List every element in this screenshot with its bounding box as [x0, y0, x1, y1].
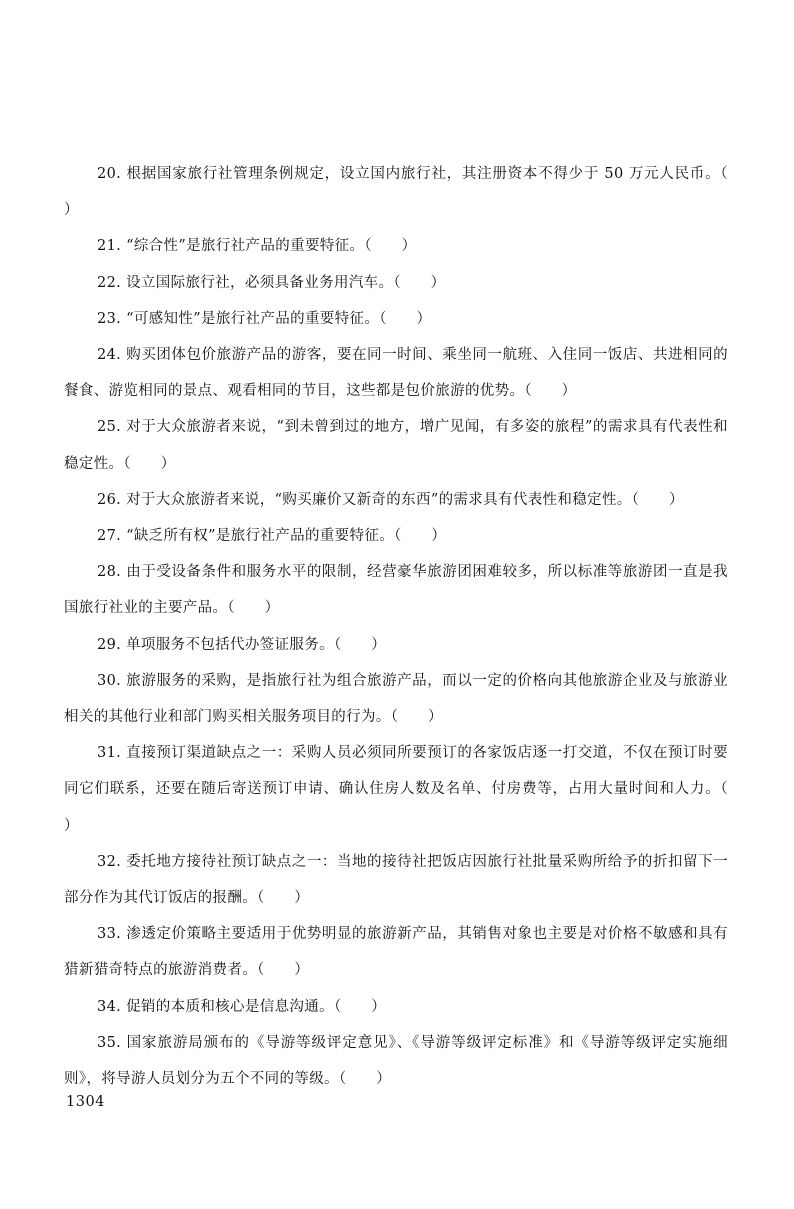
page-number: 1304 [66, 1094, 105, 1110]
question-33: 33. 渗透定价策略主要适用于优势明显的旅游新产品，其销售对象也主要是对价格不敏感和具有猎新猎奇特点的旅游消费者。（ ） [64, 926, 728, 979]
question-28: 28. 由于受设备条件和服务水平的限制，经营豪华旅游团困难较多，所以标准等旅游团一直是我国旅行社业的主要产品。（ ） [64, 564, 728, 617]
question-22: 22. 设立国际旅行社，必须具备业务用汽车。（ ） [97, 274, 446, 291]
question-24: 24. 购买团体包价旅游产品的游客，要在同一时间、乘坐同一航班、入住同一饭店、共进相同的餐食、游览相同的景点、观看相同的节目，这些都是包价旅游的优势。（ ） [64, 347, 728, 400]
question-34: 34. 促销的本质和核心是信息沟通。（ ） [97, 998, 387, 1015]
question-26: 26. 对于大众旅游者来说，“购买廉价又新奇的东西”的需求具有代表性和稳定性。（ ） [97, 491, 684, 508]
question-27: 27. “缺乏所有权”是旅行社产品的重要特征。（ ） [97, 528, 447, 545]
question-list [64, 156, 758, 1097]
question-23: 23. “可感知性”是旅行社产品的重要特征。（ ） [97, 310, 432, 327]
question-21: 21. “综合性”是旅行社产品的重要特征。（ ） [97, 238, 417, 255]
question-35: 35. 国家旅游局颁布的《导游等级评定意见》、《导游等级评定标准》和《导游等级评定实施细则》，将导游人员划分为五个不同的等级。（ ） [64, 1034, 728, 1088]
question-30: 30. 旅游服务的采购，是指旅行社为组合旅游产品，而以一定的价格向其他旅游企业及与旅游业相关的其他行业和部门购买相关服务项目的行为。（ ） [64, 672, 728, 726]
question-29: 29. 单项服务不包括代办签证服务。（ ） [97, 636, 387, 653]
question-25: 25. 对于大众旅游者来说，“到未曾到过的地方，增广见闻，有多姿的旅程”的需求具有代表性和稳定性。（ ） [64, 419, 728, 472]
question-20: 20. 根据国家旅行社管理条例规定，设立国内旅行社，其注册资本不得少于 50 万元人民币。（ ） [64, 166, 758, 219]
question-32: 32. 委托地方接待社预订缺点之一：当地的接待社把饭店因旅行社批量采购所给予的折扣留下一部分作为其代订饭店的报酬。（ ） [64, 853, 728, 907]
question-31: 31. 直接预订渠道缺点之一：采购人员必须同所要预订的各家饭店逐一打交道，不仅在预订时要同它们联系，还要在随后寄送预订申请、确认住房人数及名单、付房费等，占用大量时间和人力。（ ） [64, 745, 758, 834]
